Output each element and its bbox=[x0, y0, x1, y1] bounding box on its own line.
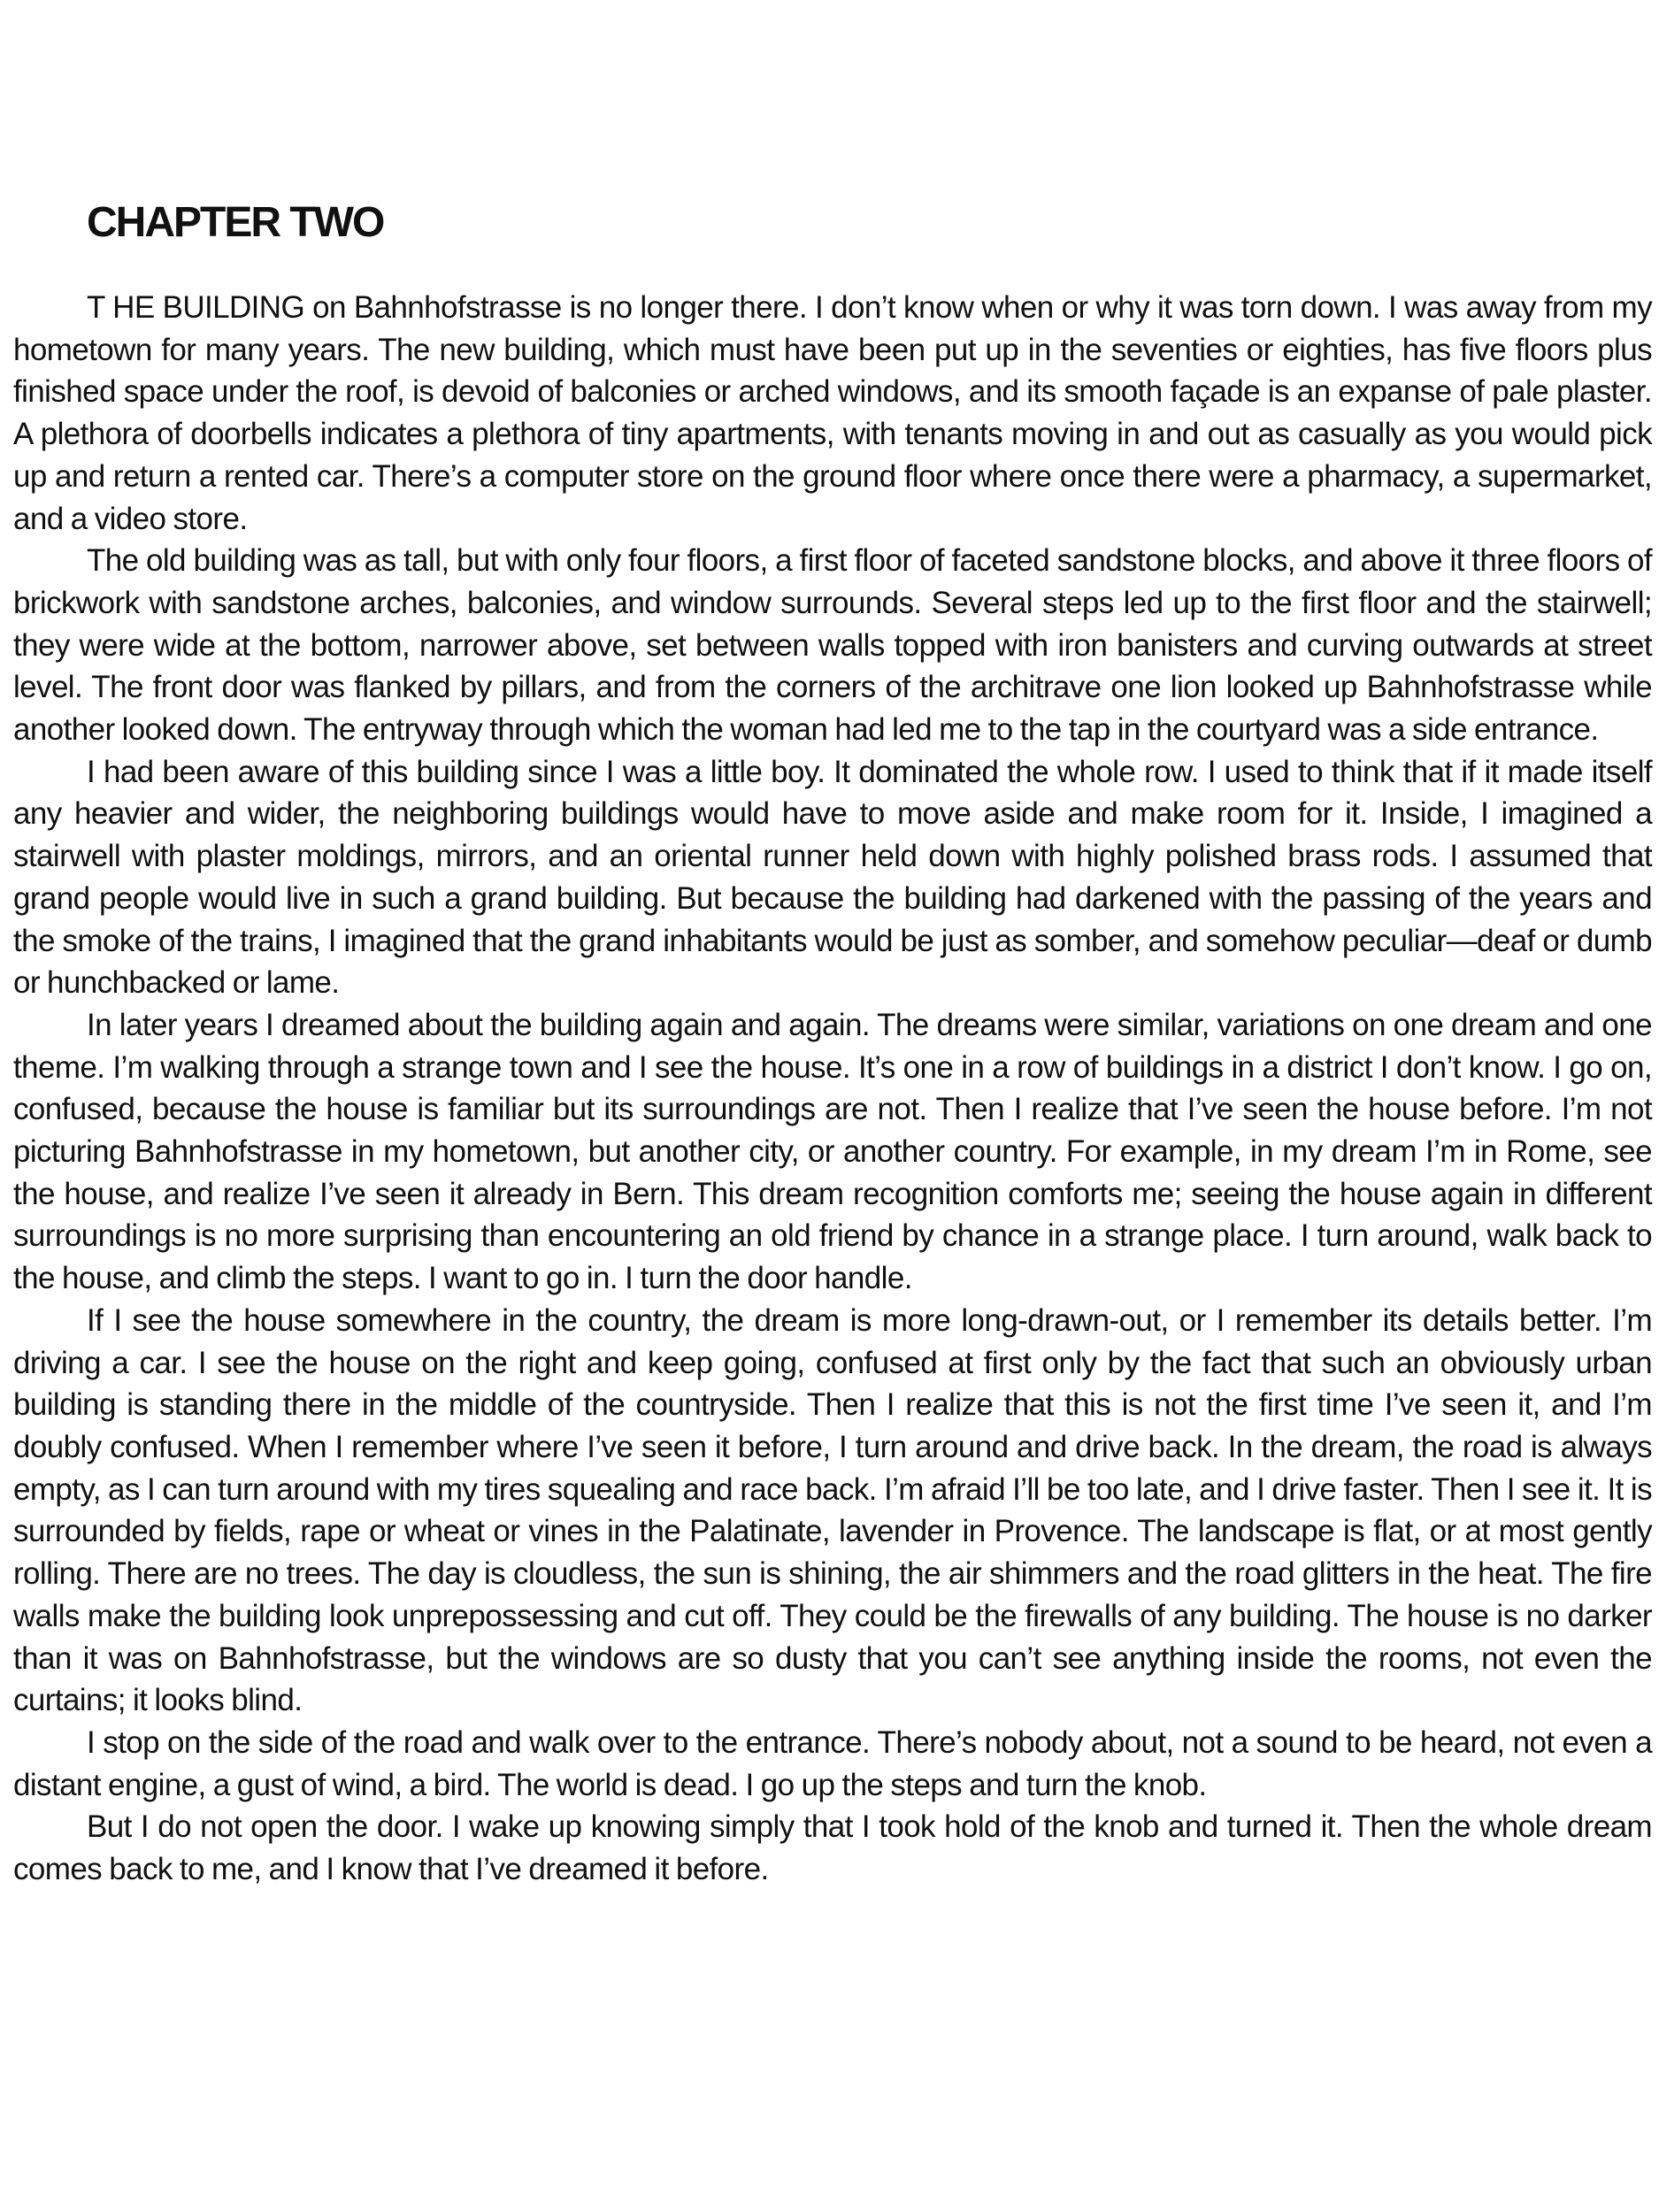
paragraph-1: T HE BUILDING on Bahnhofstrasse is no longer there. I don’t know when or why it was torn down. I was away from my hometown for many years. The new building, which must have been put up in the seventies or eighties, has five floors plus finished space under the roof, is devoid of balconies or arched windows, and its smooth façade is an expanse of pale plaster. A plethora of doorbells indicates a plethora of tiny apartments, with tenants moving in and out as casually as you would pick up and return a rented car. There’s a computer store on the ground floor where once there were a pharmacy, a supermarket, and a video store. bbox=[13, 290, 1652, 536]
chapter-title: CHAPTER TWO bbox=[87, 199, 384, 246]
chapter-body bbox=[13, 287, 1652, 1891]
paragraph-4: In later years I dreamed about the building again and again. The dreams were similar, variations on one dream and one theme. I’m walking through a strange town and I see the house. It’s one in a row of buildings in a district I don’t know. I go on, confused, because the house is familiar but its surroundings are not. Then I realize that I’ve seen the house before. I’m not picturing Bahnhofstrasse in my hometown, but another city, or another country. For example, in my dream I’m in Rome, see the house, and realize I’ve seen it already in Bern. This dream recognition comforts me; seeing the house again in different surroundings is no more surprising than encountering an old friend by chance in a strange place. I turn around, walk back to the house, and climb the steps. I want to go in. I turn the door handle. bbox=[13, 1007, 1652, 1296]
paragraph-3: I had been aware of this building since I was a little boy. It dominated the whole row. I used to think that if it made itself any heavier and wider, the neighboring buildings would have to move aside and make room for it. Inside, I imagined a stairwell with plaster moldings, mirrors, and an oriental runner held down with highly polished brass rods. I assumed that grand people would live in such a grand building. But because the building had darkened with the passing of the years and the smoke of the trains, I imagined that the grand inhabitants would be just as somber, and somehow peculiar—deaf or dumb or hunchbacked or lame. bbox=[13, 754, 1652, 1001]
paragraph-7: But I do not open the door. I wake up knowing simply that I took hold of the knob and turned it. Then the whole dream comes back to me, and I know that I’ve dreamed it before. bbox=[13, 1809, 1652, 1887]
book-page bbox=[13, 0, 1652, 2212]
paragraph-5: If I see the house somewhere in the country, the dream is more long-drawn-out, or I remember its details better. I’m driving a car. I see the house on the right and keep going, confused at first only by the fact that such an obviously urban building is standing there in the middle of the countryside. Then I realize that this is not the first time I’ve seen it, and I’m doubly confused. When I remember where I’ve seen it before, I turn around and drive back. In the dream, the road is always empty, as I can turn around with my tires squealing and race back. I’m afraid I’ll be too late, and I drive faster. Then I see it. It is surrounded by fields, rape or wheat or vines in the Palatinate, lavender in Provence. The landscape is flat, or at most gently rolling. There are no trees. The day is cloudless, the sun is shining, the air shimmers and the road glitters in the heat. The fire walls make the building look unprepossessing and cut off. They could be the firewalls of any building. The house is no darker than it was on Bahnhofstrasse, but the windows are so dusty that you can’t see anything inside the rooms, not even the curtains; it looks blind. bbox=[13, 1302, 1652, 1718]
paragraph-6: I stop on the side of the road and walk over to the entrance. There’s nobody about, not a sound to be heard, not even a distant engine, a gust of wind, a bird. The world is dead. I go up the steps and turn the knob. bbox=[13, 1724, 1652, 1802]
paragraph-2: The old building was as tall, but with only four floors, a first floor of faceted sandstone blocks, and above it three floors of brickwork with sandstone arches, balconies, and window surrounds. Several steps led up to the first floor and the stairwell; they were wide at the bottom, narrower above, set between walls topped with iron banisters and curving outwards at street level. The front door was flanked by pillars, and from the corners of the architrave one lion looked up Bahnhofstrasse while another looked down. The entryway through which the woman had led me to the tap in the courtyard was a side entrance. bbox=[13, 543, 1652, 748]
